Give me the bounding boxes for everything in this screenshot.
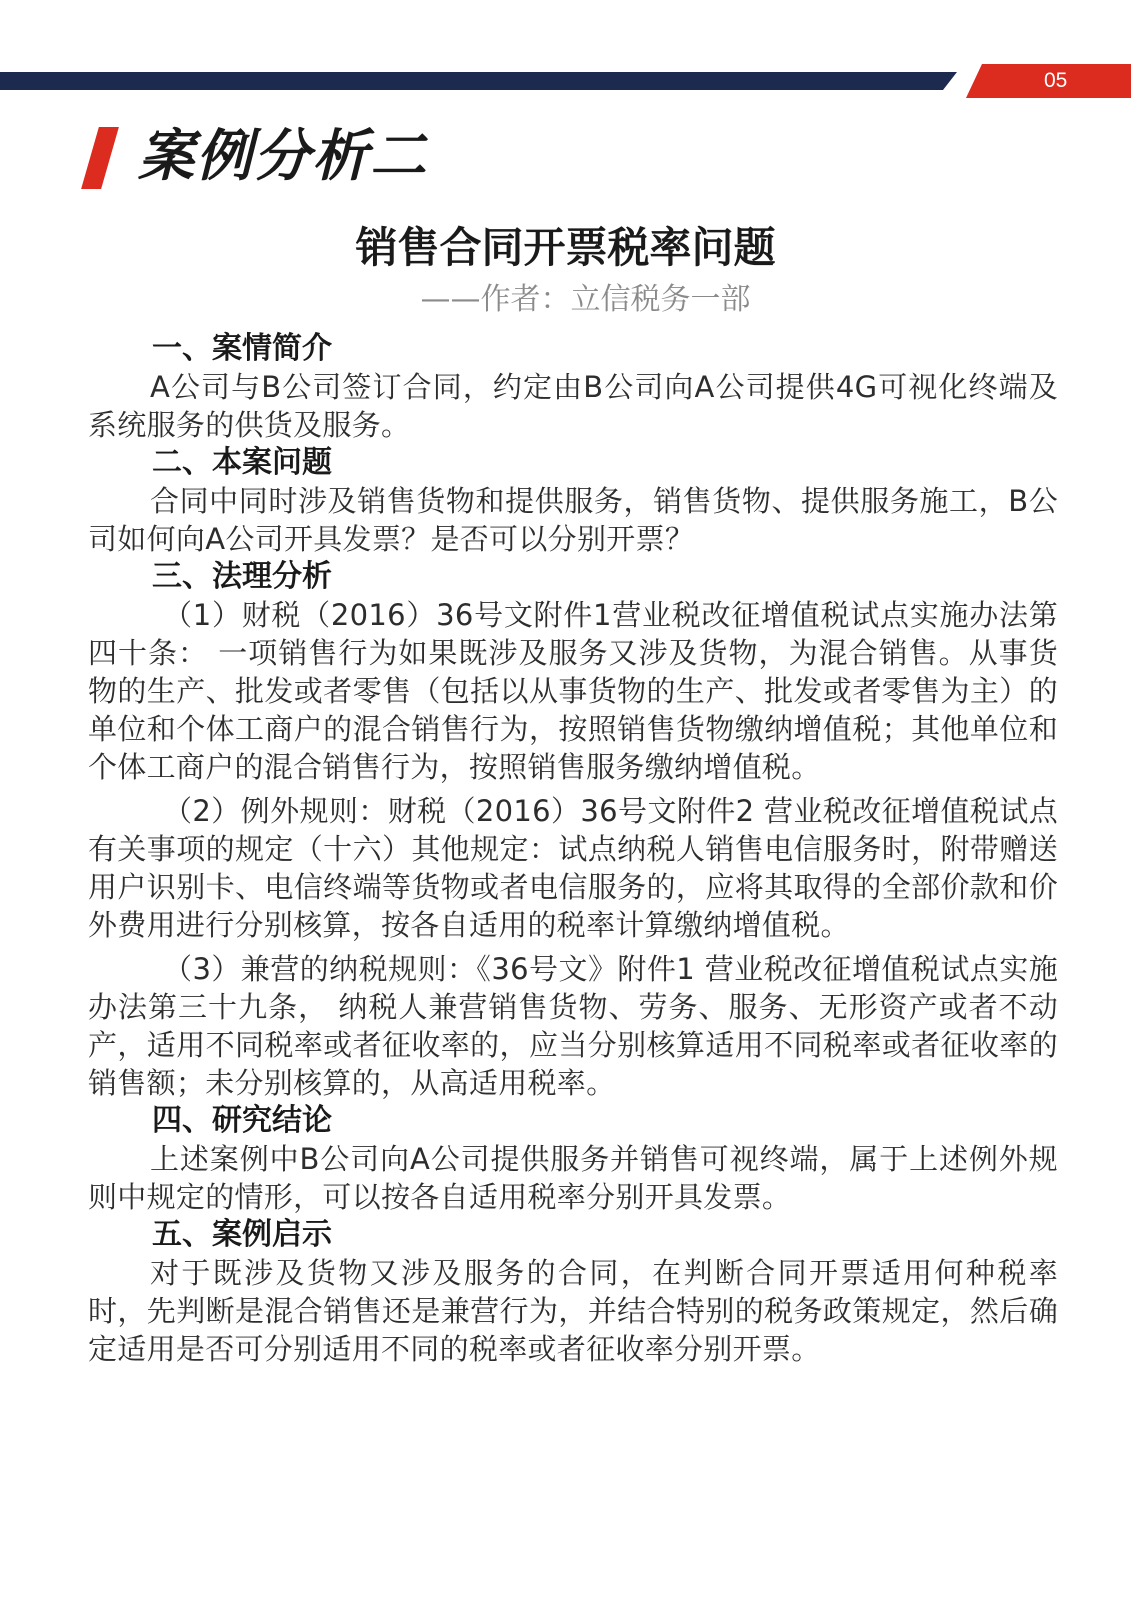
- header-bar-navy: [0, 72, 957, 90]
- page-number: 05: [1044, 69, 1068, 92]
- paragraph-legal-analysis-1: （1）财税（2016）36号文附件1营业税改征增值税试点实施办法第四十条： 一项销售行为如果既涉及服务又涉及货物，为混合销售。从事货物的生产、批发或者零售（包括以从事货物的生产、批发或者零售为主）的单位和个体工商户的混合销售行为，按照销售货物缴纳增值税；其他单位和个体工商户的混合销售行为，按照销售服务缴纳增值税。: [88, 598, 1058, 784]
- heading-takeaway: 五、案例启示: [152, 1217, 332, 1252]
- article-body: [88, 330, 1058, 1368]
- paragraph-legal-analysis-2: （2）例外规则：财税（2016）36号文附件2 营业税改征增值税试点有关事项的规定（十六）其他规定：试点纳税人销售电信服务时，附带赠送用户识别卡、电信终端等货物或者电信服务的，应将其取得的全部价款和价外费用进行分别核算，按各自适用的税率计算缴纳增值税。: [88, 794, 1058, 942]
- paragraph-conclusion: 上述案例中B公司向A公司提供服务并销售可视终端，属于上述例外规则中规定的情形，可以按各自适用税率分别开具发票。: [88, 1142, 1058, 1214]
- paragraph-case-question: 合同中同时涉及销售货物和提供服务，销售货物、提供服务施工，B公司如何向A公司开具发票？是否可以分别开票？: [88, 484, 1058, 556]
- heading-case-intro: 一、案情简介: [152, 331, 332, 366]
- heading-legal-analysis: 三、法理分析: [152, 559, 332, 594]
- title-slash-decoration: [81, 127, 119, 189]
- heading-conclusion: 四、研究结论: [152, 1103, 332, 1138]
- paragraph-case-intro: A公司与B公司签订合同，约定由B公司向A公司提供4G可视化终端及系统服务的供货及服务。: [88, 370, 1058, 442]
- article-title: 销售合同开票税率问题: [355, 223, 776, 272]
- paragraph-takeaway: 对于既涉及货物又涉及服务的合同，在判断合同开票适用何种税率时，先判断是混合销售还是兼营行为，并结合特别的税务政策规定，然后确定适用是否可分别适用不同的税率或者征收率分别开票。: [88, 1256, 1058, 1366]
- heading-case-question: 二、本案问题: [152, 445, 332, 480]
- section-title: 案例分析二: [138, 124, 428, 189]
- article-byline: ——作者：立信税务一部: [420, 282, 751, 317]
- paragraph-legal-analysis-3: （3）兼营的纳税规则：《36号文》附件1 营业税改征增值税试点实施办法第三十九条， 纳税人兼营销售货物、劳务、服务、无形资产或者不动产，适用不同税率或者征收率的，应当分别核算适用不同税率或者征收率的销售额；未分别核算的，从高适用税率。: [88, 952, 1058, 1100]
